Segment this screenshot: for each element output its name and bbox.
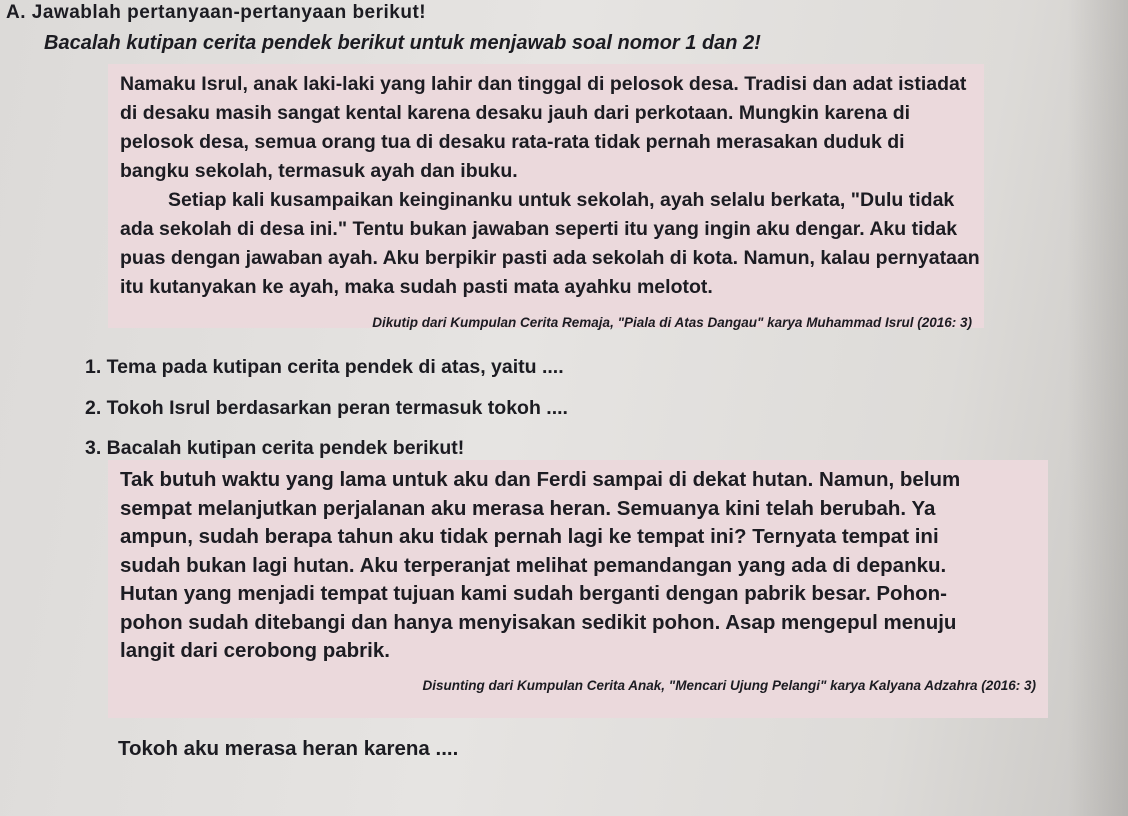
followup-question: Tokoh aku merasa heran karena ....: [118, 737, 459, 760]
passage-line: Tak butuh waktu yang lama untuk aku dan Ferdi sampai di dekat hutan. Namun, belum: [120, 468, 961, 491]
passage-line: pohon sudah ditebangi dan hanya menyisakan sedikit pohon. Asap mengepul menuju: [120, 610, 957, 634]
passage-line: pelosok desa, semua orang tua di desaku rata-rata tidak pernah merasakan duduk di: [120, 131, 905, 153]
passage-line: langit dari cerobong pabrik.: [120, 639, 390, 662]
passage-line: Hutan yang menjadi tempat tujuan kami sudah berganti dengan pabrik besar. Pohon-: [120, 582, 947, 605]
question-1: 1. Tema pada kutipan cerita pendek di atas, yaitu ....: [85, 356, 564, 378]
passage-line: ampun, sudah berapa tahun aku tidak pernah lagi ke tempat ini? Ternyata tempat ini: [120, 525, 939, 548]
question-3: 3. Bacalah kutipan cerita pendek berikut!: [85, 437, 465, 459]
passage-line: Namaku Isrul, anak laki-laki yang lahir dan tinggal di pelosok desa. Tradisi dan adat istiadat: [120, 73, 967, 95]
passage-line: puas dengan jawaban ayah. Aku berpikir pasti ada sekolah di kota. Namun, kalau pernyataan: [120, 247, 980, 269]
section-heading: A. Jawablah pertanyaan-pertanyaan berikut!: [6, 2, 427, 23]
question-2: 2. Tokoh Isrul berdasarkan peran termasuk tokoh ....: [85, 397, 568, 419]
story-excerpt-2: [108, 460, 1048, 718]
reading-instruction: Bacalah kutipan cerita pendek berikut untuk menjawab soal nomor 1 dan 2!: [44, 32, 761, 54]
excerpt-source: Dikutip dari Kumpulan Cerita Remaja, "Piala di Atas Dangau" karya Muhammad Isrul (2016: 3): [372, 315, 972, 330]
story-excerpt-1: [108, 64, 984, 328]
passage-line: itu kutanyakan ke ayah, maka sudah pasti mata ayahku melotot.: [120, 276, 713, 298]
passage-line: bangku sekolah, termasuk ayah dan ibuku.: [120, 160, 518, 182]
passage-line: ada sekolah di desa ini." Tentu bukan jawaban seperti itu yang ingin aku dengar. Aku tidak: [120, 218, 958, 240]
passage-line: sudah bukan lagi hutan. Aku terperanjat melihat pemandangan yang ada di depanku.: [120, 553, 947, 577]
passage-line: Setiap kali kusampaikan keinginanku untuk sekolah, ayah selalu berkata, "Dulu tidak: [168, 189, 955, 211]
passage-line: di desaku masih sangat kental karena desaku jauh dari perkotaan. Mungkin karena di: [120, 102, 911, 124]
excerpt-source: Disunting dari Kumpulan Cerita Anak, "Mencari Ujung Pelangi" karya Kalyana Adzahra (2016: 3): [422, 677, 1036, 693]
passage-line: sempat melanjutkan perjalanan aku merasa heran. Semuanya kini telah berubah. Ya: [120, 496, 936, 520]
